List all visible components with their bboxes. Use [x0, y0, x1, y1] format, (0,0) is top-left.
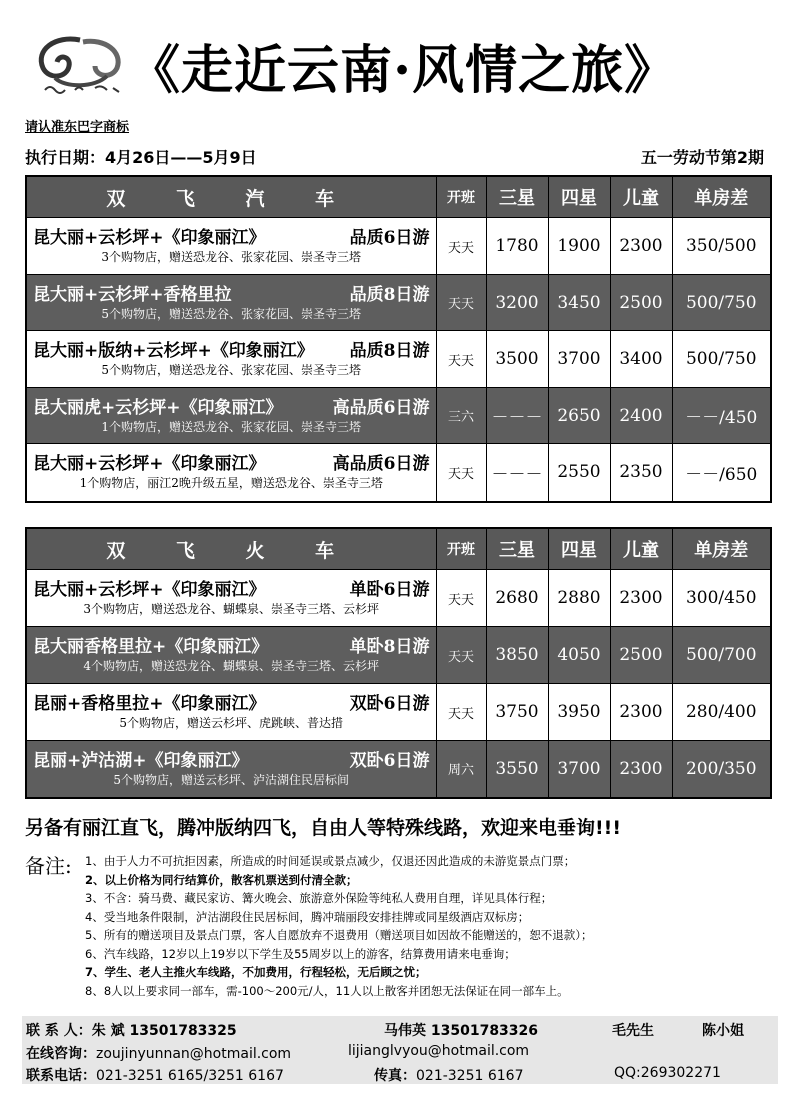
route-details: 5个购物店，赠送云杉坪、虎跳峡、普达措 — [119, 716, 344, 730]
four-star-price: 2650 — [548, 388, 610, 444]
child-price: 2300 — [610, 741, 672, 798]
schedule-cell: 天天 — [436, 570, 486, 627]
single-supplement: 280/400 — [672, 684, 771, 741]
route-name: 昆大丽香格里拉+《印象丽江》 — [33, 637, 269, 657]
schedule-cell: 三六 — [436, 388, 486, 444]
issue-label: 五一劳动节第2期 — [640, 148, 764, 167]
child-price: 3400 — [610, 331, 672, 388]
table-row — [26, 684, 771, 741]
three-star-price: 1780 — [486, 218, 548, 275]
phone-label: 联系电话： — [26, 1068, 96, 1084]
route-details: 4个购物店，赠送恐龙谷、蝴蝶泉、崇圣寺三塔、云杉坪 — [83, 659, 380, 673]
email-link-2[interactable]: lijianglvyou@hotmail.com — [348, 1043, 530, 1059]
three-star-header: 三星 — [486, 528, 548, 570]
fax-label: 传真： — [374, 1068, 416, 1084]
route-cell — [26, 570, 436, 627]
note-item: 7、学生、老人主推火车线路，不加费用，行程轻松，无后顾之忧； — [85, 965, 427, 979]
contact-person-label: 联 系 人： — [26, 1023, 92, 1039]
single-supplement: 300/450 — [672, 570, 771, 627]
child-price: 2400 — [610, 388, 672, 444]
contact-person-4: 陈小姐 — [702, 1023, 744, 1039]
route-name: 昆大丽+云杉坪+《印象丽江》 — [33, 580, 266, 600]
route-details: 3个购物店，赠送恐龙谷、蝴蝶泉、崇圣寺三塔、云杉坪 — [83, 602, 380, 616]
phone-number: 021-3251 6165/3251 6167 — [96, 1068, 284, 1084]
route-cell — [26, 741, 436, 798]
route-details: 1个购物店，丽江2晚升级五星，赠送恐龙谷、崇圣寺三塔 — [79, 476, 383, 491]
route-name: 昆大丽+版纳+云杉坪+《印象丽江》 — [33, 341, 314, 361]
schedule-cell: 天天 — [436, 218, 486, 275]
email-link-1[interactable]: zoujinyunnan@hotmail.com — [96, 1046, 292, 1062]
trademark-slogan: 请认准东巴字商标 — [25, 120, 130, 135]
route-name: 昆大丽+云杉坪+香格里拉 — [33, 284, 232, 305]
route-name: 昆大丽+云杉坪+《印象丽江》 — [33, 228, 266, 248]
three-star-price: 3850 — [486, 627, 548, 684]
table-row — [26, 627, 771, 684]
route-tag: 品质8日游 — [349, 341, 430, 361]
dongba-logo — [25, 30, 135, 100]
contact-person-3: 毛先生 — [612, 1023, 654, 1039]
four-star-price: 3700 — [548, 331, 610, 388]
single-supplement: 500/700 — [672, 627, 771, 684]
four-star-price: 4050 — [548, 627, 610, 684]
route-cell — [26, 218, 436, 275]
table-row — [26, 741, 771, 798]
note-item: 4、受当地条件限制，泸沽湖段住民居标间，腾冲瑞丽段安排挂牌或同星级酒店双标房； — [85, 909, 530, 924]
note-item: 8、8人以上要求同一部车，需-100～200元/人，11人以上散客并团恕无法保证在同一部车上。 — [85, 983, 569, 998]
single-supplement: －－/450 — [672, 388, 771, 444]
three-star-price: 3500 — [486, 331, 548, 388]
child-price: 2300 — [610, 684, 672, 741]
single-supplement: 200/350 — [672, 741, 771, 798]
schedule-cell: 天天 — [436, 275, 486, 331]
route-cell — [26, 275, 436, 331]
table-row — [26, 388, 771, 444]
note-item: 1、由于人力不可抗拒因素，所造成的时间延误或景点减少，仅退还因此造成的未游览景点门票； — [85, 854, 576, 868]
route-details: 1个购物店，赠送恐龙谷、张家花园、崇圣寺三塔 — [101, 419, 362, 434]
route-tag: 双卧6日游 — [349, 750, 430, 771]
price-table-flight-bus — [25, 175, 772, 503]
three-star-price: －－－ — [486, 388, 548, 444]
route-cell — [26, 388, 436, 444]
three-star-price: 3750 — [486, 684, 548, 741]
route-details: 3个购物店，赠送恐龙谷、张家花园、崇圣寺三塔 — [101, 250, 362, 264]
route-cell — [26, 331, 436, 388]
fax-number: 021-3251 6167 — [416, 1068, 524, 1084]
three-star-price: 2680 — [486, 570, 548, 627]
three-star-header: 三星 — [486, 176, 548, 218]
single-supplement: －－/650 — [672, 444, 771, 502]
note-item: 5、所有的赠送项目及景点门票，客人自愿放弃不退费用（赠送项目如因故不能赠送的，恕不退款）； — [85, 928, 593, 942]
note-item: 3、不含：骑马费、藏民家访、篝火晚会、旅游意外保险等纯私人费用自理，详见具体行程； — [85, 891, 553, 905]
route-tag: 品质6日游 — [349, 228, 430, 248]
child-price: 2500 — [610, 627, 672, 684]
child-header: 儿童 — [610, 176, 672, 218]
four-star-price: 2880 — [548, 570, 610, 627]
route-name: 昆大丽虎+云杉坪+《印象丽江》 — [33, 397, 283, 418]
four-star-price: 3950 — [548, 684, 610, 741]
schedule-cell: 天天 — [436, 444, 486, 502]
contact-person-1: 朱 斌 13501783325 — [91, 1023, 237, 1039]
note-item: 2、以上价格为同行结算价，散客机票送到付清全款； — [85, 872, 358, 887]
child-price: 2500 — [610, 275, 672, 331]
three-star-price: －－－ — [486, 444, 548, 502]
online-consult-label: 在线咨询： — [26, 1046, 96, 1062]
schedule-header: 开班 — [436, 528, 486, 570]
route-details: 5个购物店，赠送云杉坪、泸沽湖住民居标间 — [113, 772, 350, 787]
three-star-price: 3200 — [486, 275, 548, 331]
price-table-flight-train — [25, 527, 772, 799]
route-cell — [26, 444, 436, 502]
route-details: 5个购物店，赠送恐龙谷、张家花园、崇圣寺三塔 — [101, 363, 362, 377]
special-routes-banner: 另备有丽江直飞，腾冲版纳四飞，自由人等特殊线路，欢迎来电垂询!!! — [25, 817, 621, 839]
category-header: 双 飞 汽 车 — [26, 176, 436, 218]
child-price: 2300 — [610, 218, 672, 275]
four-star-price: 3450 — [548, 275, 610, 331]
table-row — [26, 331, 771, 388]
table-row — [26, 570, 771, 627]
page-title: 《走近云南·风情之旅》 — [128, 40, 678, 101]
notes-label: 备注: — [25, 854, 72, 878]
schedule-cell: 周六 — [436, 741, 486, 798]
four-star-header: 四星 — [548, 176, 610, 218]
route-name: 昆丽+香格里拉+《印象丽江》 — [33, 694, 266, 714]
route-name: 昆丽+泸沽湖+《印象丽江》 — [33, 750, 249, 771]
note-item: 6、汽车线路，12岁以上19岁以下学生及55周岁以上的游客，结算费用请来电垂询； — [85, 946, 516, 961]
four-star-price: 3700 — [548, 741, 610, 798]
four-star-price: 1900 — [548, 218, 610, 275]
table-row — [26, 218, 771, 275]
contact-footer — [22, 1016, 778, 1084]
route-cell — [26, 627, 436, 684]
table-row — [26, 275, 771, 331]
route-name: 昆大丽+云杉坪+《印象丽江》 — [33, 454, 266, 475]
category-header: 双 飞 火 车 — [26, 528, 436, 570]
notes-list — [85, 852, 785, 1000]
contact-person-2: 马伟英 13501783326 — [384, 1023, 539, 1039]
execution-dates: 执行日期：4月26日——5月9日 — [25, 148, 257, 167]
single-supplement-header: 单房差 — [672, 528, 771, 570]
child-price: 2300 — [610, 570, 672, 627]
route-tag: 双卧6日游 — [349, 694, 430, 714]
single-supplement-header: 单房差 — [672, 176, 771, 218]
single-supplement: 500/750 — [672, 275, 771, 331]
route-cell — [26, 684, 436, 741]
route-tag: 高品质6日游 — [332, 454, 430, 475]
single-supplement: 350/500 — [672, 218, 771, 275]
route-tag: 单卧8日游 — [349, 637, 430, 657]
route-tag: 单卧6日游 — [349, 580, 430, 600]
three-star-price: 3550 — [486, 741, 548, 798]
single-supplement: 500/750 — [672, 331, 771, 388]
schedule-cell: 天天 — [436, 684, 486, 741]
qq-number: QQ:269302271 — [614, 1065, 721, 1081]
schedule-cell: 天天 — [436, 627, 486, 684]
four-star-header: 四星 — [548, 528, 610, 570]
route-tag: 高品质6日游 — [332, 397, 430, 418]
route-details: 5个购物店，赠送恐龙谷、张家花园、崇圣寺三塔 — [101, 306, 362, 321]
schedule-cell: 天天 — [436, 331, 486, 388]
child-price: 2350 — [610, 444, 672, 502]
table-row — [26, 444, 771, 502]
route-tag: 品质8日游 — [349, 284, 430, 305]
schedule-header: 开班 — [436, 176, 486, 218]
four-star-price: 2550 — [548, 444, 610, 502]
child-header: 儿童 — [610, 528, 672, 570]
